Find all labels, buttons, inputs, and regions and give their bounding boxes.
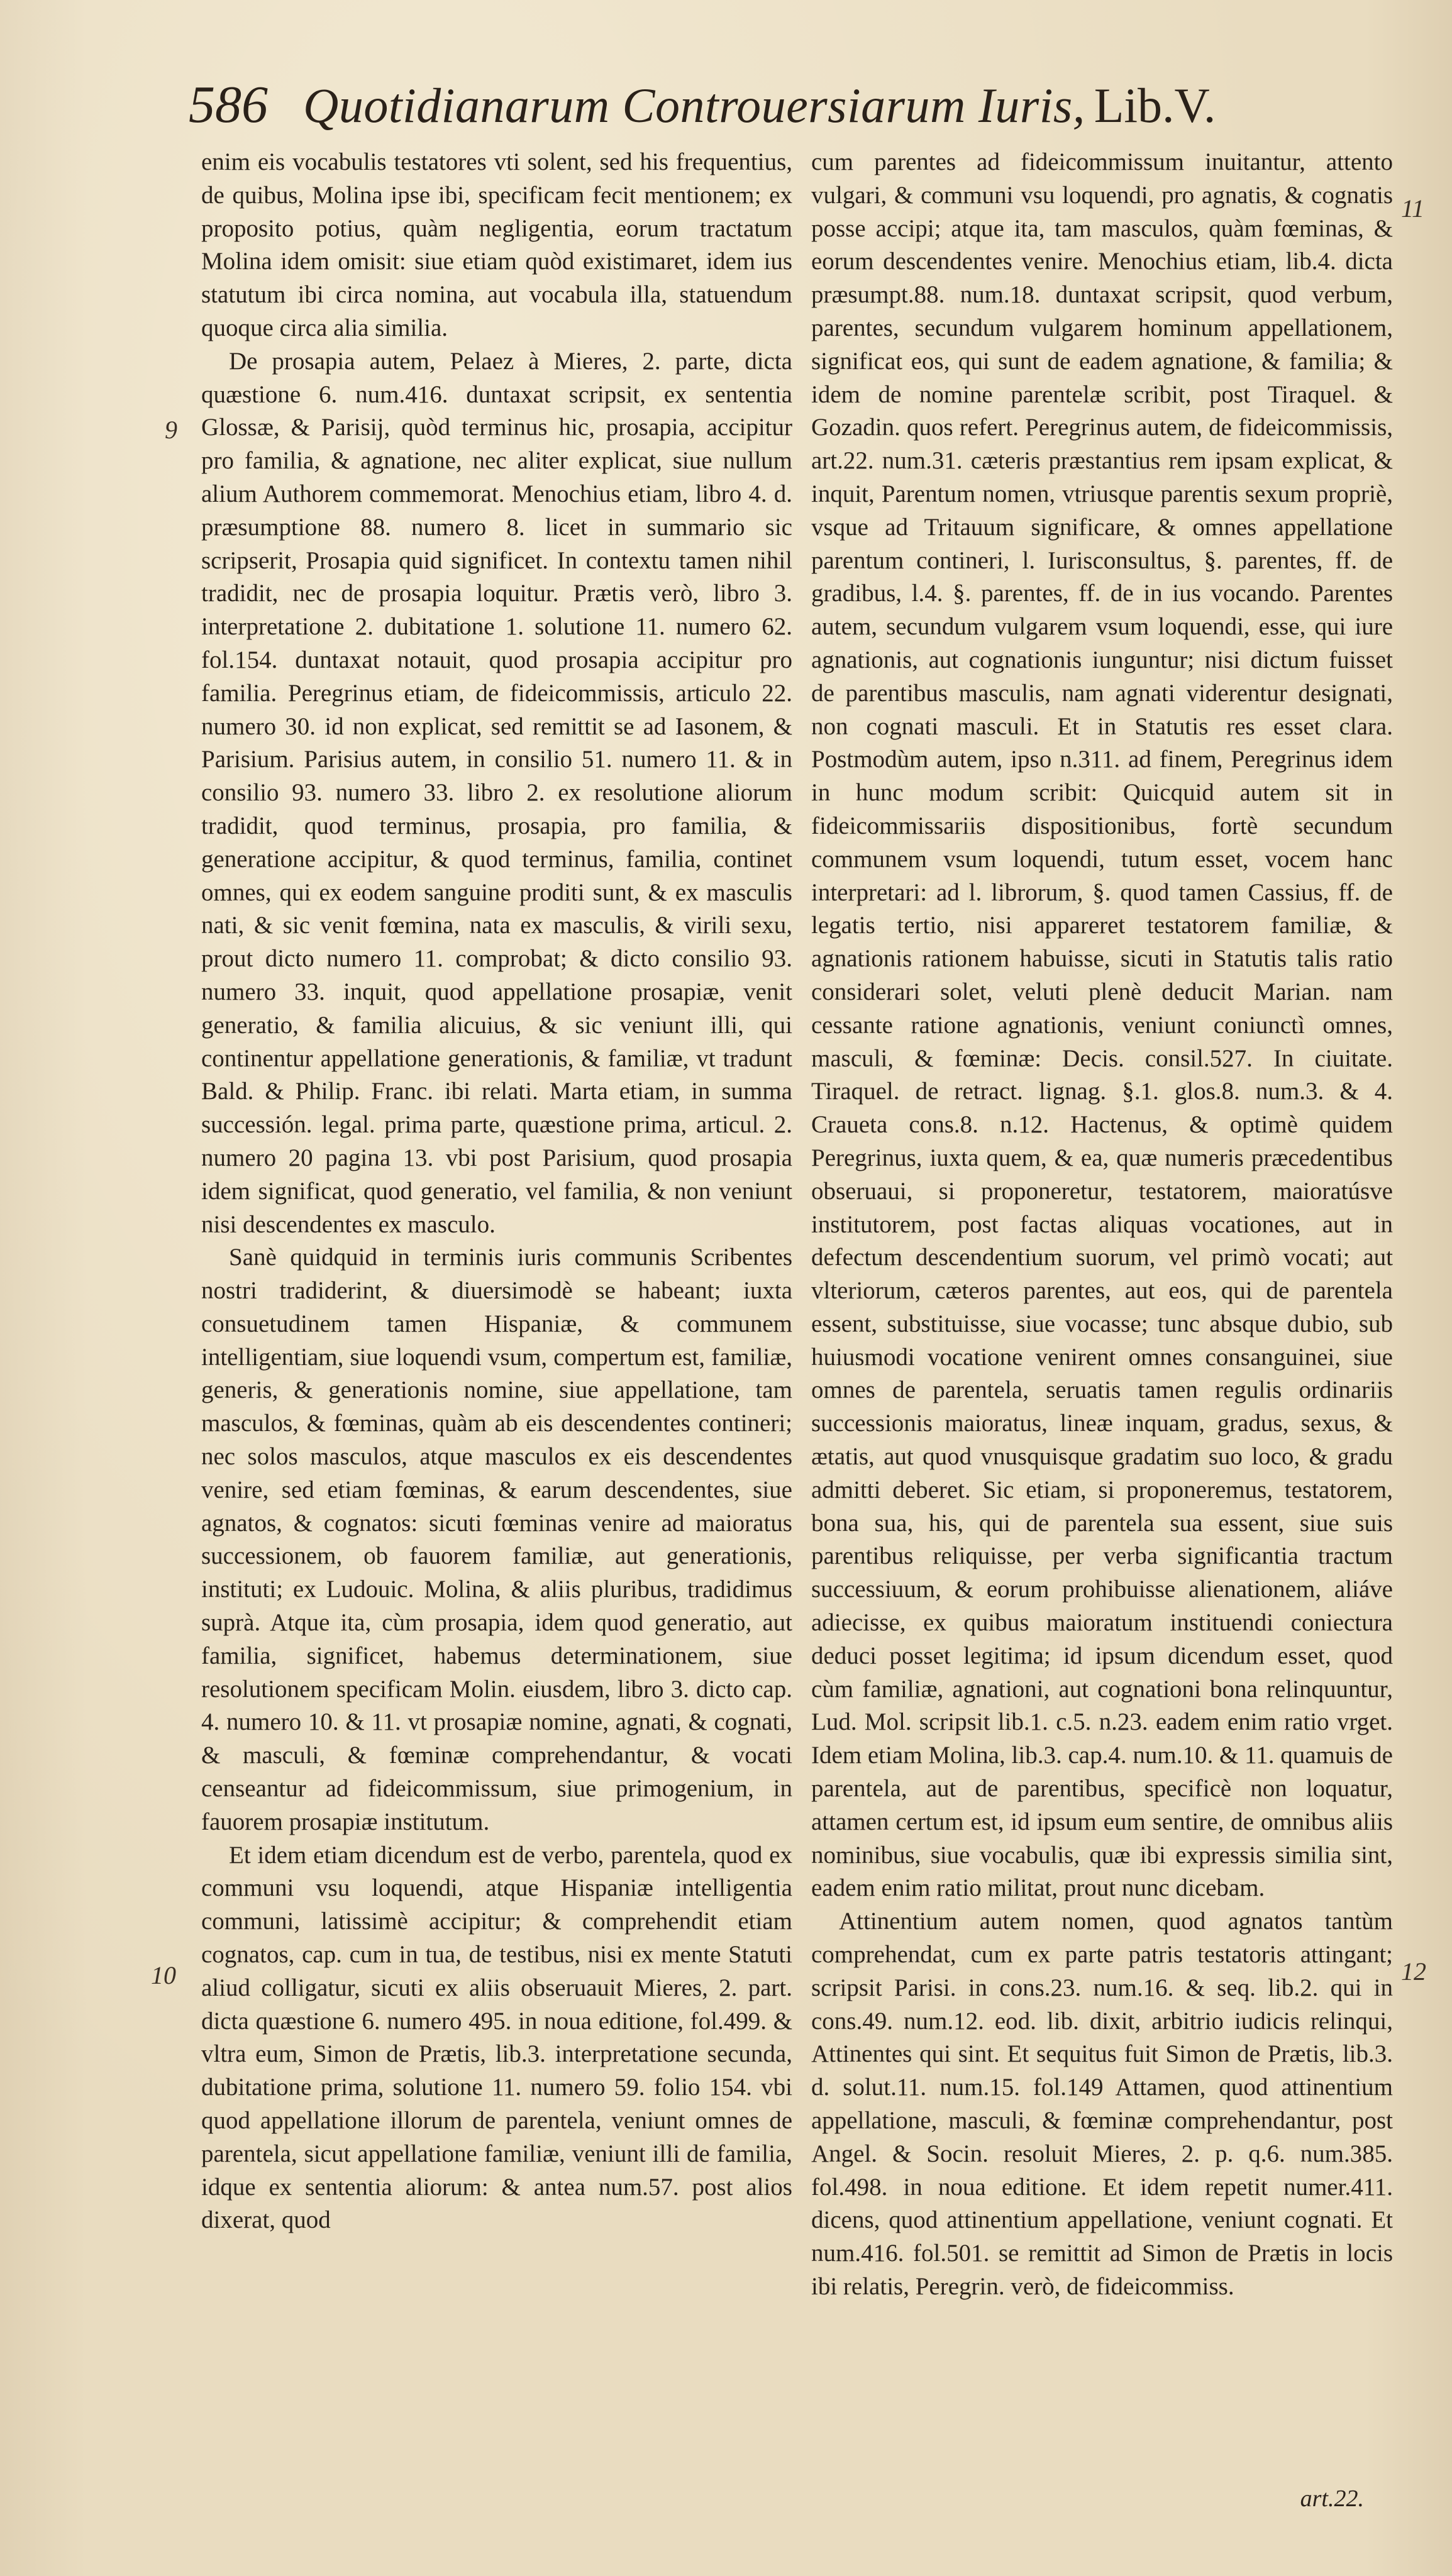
running-title: Quotidianarum Controuersiarum Iuris, xyxy=(303,78,1085,133)
margin-number-12: 12 xyxy=(1401,1957,1426,1986)
margin-number-10: 10 xyxy=(151,1961,176,1989)
left-column xyxy=(201,146,792,2237)
paragraph: Attinentium autem nomen, quod agnatos tantùm comprehendat, cum ex parte patris testatoris attingant; scripsit Parisi. in cons.23. num.16. & seq. lib.2. qui in cons.49. num.12. eod. lib. dixit, arbitrio iudicis relinqui, Attinentes qui sint. Et sequitus fuit Simon de Prætis, lib.3. d. solut.11. num.15. fol.149 Attamen, quod attinentium appellatione, masculi, & fœminæ comprehendantur, post Angel. & Socin. resoluit Mieres, 2. p. q.6. num.385. fol.498. in noua editione. Et idem repetit numer.411. dicens, quod attinentium appellatione, veniunt cognati. Et num.416. fol.501. se remittit ad Simon de Prætis in locis ibi relatis, Peregrin. verò, de fideicommiss. xyxy=(811,1908,1393,2300)
paragraph: Sanè quidquid in terminis iuris communis Scribentes nostri tradiderint, & diuersimodè se habeant; iuxta consuetudinem tamen Hispaniæ, & communem intelligentiam, siue loquendi vsum, compertum est, familiæ, generis, & generationis nomine, siue appellatione, tam masculos, & fœminas, quàm ab eis descendentes contineri; nec solos masculos, atque masculos ex eis descendentes venire, sed etiam fœminas, & earum descendentes, siue agnatos, & cognatos: sicuti fœminas venire ad maioratus successionem, ob fauorem familiæ, aut generationis, instituti; ex Ludouic. Molina, & aliis pluribus, tradidimus suprà. Atque ita, cùm prosapia, idem quod generatio, aut familia, significet, habemus determinationem, siue resolutionem specificam Molin. eiusdem, libro 3. dicto cap. 4. numero 10. & 11. vt prosapiæ nomine, agnati, & cognati, & masculi, & fœminæ comprehendantur, & vocati censeantur ad fideicommissum, siue primogenium, in fauorem prosapiæ institutum. xyxy=(201,1244,792,1835)
margin-number-9: 9 xyxy=(165,416,177,444)
book-number: Lib.V. xyxy=(1094,78,1216,133)
margin-number-11: 11 xyxy=(1401,194,1425,223)
page-header xyxy=(189,74,1295,143)
paragraph: cum parentes ad fideicommissum inuitantur, attento vulgari, & communi vsu loquendi, pro agnatis, & cognatis posse accipi; atque ita, tam masculos, quàm fœminas, & eorum descendentes venire. Menochius etiam, lib.4. dicta præsumpt.88. num.18. duntaxat scripsit, quod verbum, parentes, secundum vulgarem hominum appellationem, significat eos, qui sunt de eadem agnatione, & familia; & idem de nomine parentelæ scribit, post Tiraquel. & Gozadin. quos refert. Peregrinus autem, de fideicommissis, art.22. num.31. cæteris præstantius rem ipsam explicat, & inquit, Parentum nomen, vtriusque parentis sexum propriè, vsque ad Tritauum significare, & omnes appellatione parentum contineri, l. Iurisconsultus, §. parentes, ff. de gradibus, l.4. §. parentes, ff. de in ius vocando. Parentes autem, secundum vulgarem vsum loquendi, esse, qui iure agnationis, aut cognationis iunguntur; nisi dictum fuisset de parentibus masculis, nam agnati viderentur designati, non cognati masculi. Et in Statutis res esset clara. Postmodùm autem, ipso n.311. ad finem, Peregrinus idem in hunc modum scribit: Quicquid autem sit in fideicommissariis dispositionibus, fortè secundum communem vsum loquendi, tutum esset, vocem hanc interpretari: ad l. librorum, §. quod tamen Cassius, ff. de legatis tertio, nisi appareret testatorem familiæ, & agnationis rationem habuisse, sicuti in Statutis talis ratio considerari solet, veluti plenè deducit Marian. nam cessante ratione agnationis, veniunt coniunctì omnes, masculi, & fœminæ: Decis. consil.527. In ciuitate. Tiraquel. de retract. lignag. §.1. glos.8. num.3. & 4. Craueta cons.8. n.12. Hactenus, & optimè quidem Peregrinus, iuxta quem, & ea, quæ numeris præcedentibus obseruaui, si proponeretur, testatorem, maioratúsve institutorem, post factas aliquas vocationes, aut in defectum descendentium suorum, vel primò vocati; aut vlteriorum, cæteros parentes, aut eos, qui de parentela essent, substituisse, siue vocasse; tunc absque dubio, sub huiusmodi vocatione venirent omnes consanguinei, siue omnes de parentela, seruatis tamen regulis ordinariis successionis maioratus, lineæ inquam, gradus, sexus, & ætatis, aut quod vnusquisque gradatim suo loco, & gradu admitti deberet. Sic etiam, si proponeremus, testatorem, bona sua, his, qui de parentela sua essent, siue suis parentibus reliquisse, per verba significantia tractum successiuum, & eorum prohibuisse alienationem, aliáve adiecisse, ex quibus maioratum instituendi coniectura deduci posset legitima; id ipsum dicendum esset, quod cùm familiæ, agnationi, aut cognationi bona relinquuntur, Lud. Mol. scripsit lib.1. c.5. n.23. eadem enim ratio vrget. Idem etiam Molina, lib.3. cap.4. num.10. & 11. quamuis de parentela, aut de parentibus, specificè non loquatur, attamen certum est, id ipsum eum sentire, de omnibus aliis nominibus, siue vocabulis, quæ ibi expressis similia sint, eadem enim ratio militat, prout nunc dicebam. xyxy=(811,148,1393,1902)
catchword: art.22. xyxy=(1300,2485,1364,2512)
paragraph: enim eis vocabulis testatores vti solent, sed his frequentius, de quibus, Molina ipse ibi, specificam fecit mentionem; ex proposito potius, quàm negligentia, eorum tractatum Molina idem omisit: siue etiam quòd existimaret, idem ius statutum ibi circa nomina, aut vocabula illa, statuendum quoque circa alia similia. xyxy=(201,148,792,341)
right-column xyxy=(811,146,1393,2304)
paragraph: Et idem etiam dicendum est de verbo, parentela, quod ex communi vsu loquendi, atque Hispaniæ intelligentia communi, latissimè accipitur; & comprehendit etiam cognatos, cap. cum in tua, de testibus, nisi ex mente Statuti aliud colligatur, sicuti ex aliis obseruauit Mieres, 2. part. dicta quæstione 6. numero 495. in noua editione, fol.499. & vltra eum, Simon de Prætis, lib.3. interpretatione secunda, dubitatione prima, solutione 11. numero 59. folio 154. vbi quod appellatione illorum de parentela, veniunt omnes de parentela, sicut appellatione familiæ, veniunt illi de familia, idque ex sententia aliorum: & antea num.57. post alios dixerat, quod xyxy=(201,1841,792,2234)
page-number: 586 xyxy=(189,75,268,134)
paragraph: De prosapia autem, Pelaez à Mieres, 2. parte, dicta quæstione 6. num.416. duntaxat scripsit, ex sententia Glossæ, & Parisij, quòd terminus hic, prosapia, accipitur pro familia, & agnatione, nec aliter explicat, siue nullum alium Authorem commemorat. Menochius etiam, libro 4. d. præsumptione 88. numero 8. licet in summario sic scripserit, Prosapia quid significet. In contextu tamen nihil tradidit, nec de prosapia loquitur. Prætis verò, libro 3. interpretatione 2. dubitatione 1. solutione 11. numero 62. fol.154. duntaxat notauit, quod prosapia accipitur pro familia. Peregrinus etiam, de fideicommissis, articulo 22. numero 30. id non explicat, sed remittit se ad Iasonem, & Parisium. Parisius autem, in consilio 51. numero 11. & in consilio 93. numero 33. libro 2. ex resolutione aliorum tradidit, quod terminus, prosapia, pro familia, & generatione accipitur, & quod terminus, familia, continet omnes, qui ex eodem sanguine proditi sunt, & ex masculis nati, & sic venit fœmina, nata ex masculis, & virili sexu, prout dicto numero 11. comprobat; & dicto consilio 93. numero 33. inquit, quod appellatione prosapiæ, venit generatio, & familia alicuius, & sic veniunt illi, qui continentur appellatione generationis, & familiæ, vt tradunt Bald. & Philip. Franc. ibi relati. Marta etiam, in summa successión. legal. prima parte, quæstione prima, articul. 2. numero 20 pagina 13. vbi post Parisium, quod prosapia idem significat, quod generatio, vel familia, & non veniunt nisi descendentes ex masculo. xyxy=(201,347,792,1238)
